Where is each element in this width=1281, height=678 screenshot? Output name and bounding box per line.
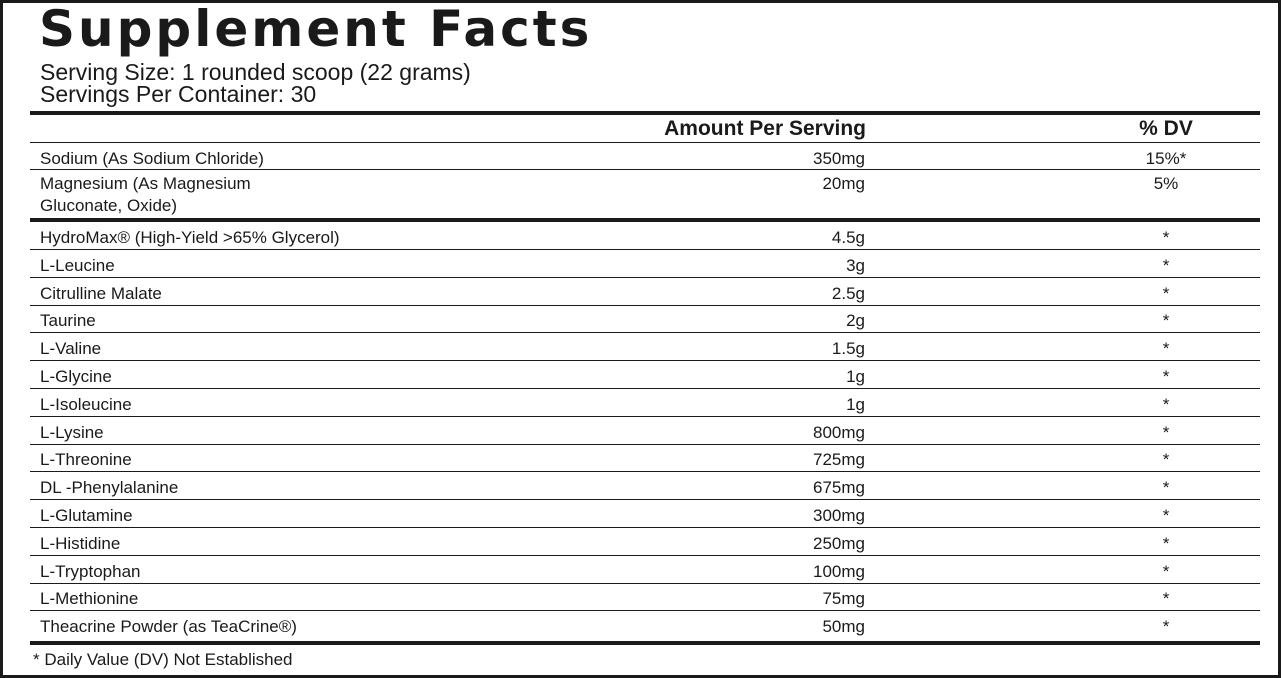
daily-value-footnote: * Daily Value (DV) Not Established: [33, 650, 293, 669]
ingredient-amount: 2.5g: [831, 284, 865, 303]
ingredient-name: DL -Phenylalanine: [40, 478, 179, 497]
ingredient-dv: *: [1162, 367, 1170, 386]
nutrient-amount: 350mg: [813, 149, 865, 168]
row-divider: [30, 388, 1260, 389]
top-rule: [30, 111, 1260, 115]
row-divider: [30, 610, 1260, 611]
nutrient-name-line-1: Magnesium (As Magnesium: [40, 174, 251, 193]
header-amount-per-serving: Amount Per Serving: [664, 117, 866, 140]
ingredient-name: L-Lysine: [40, 423, 104, 442]
ingredient-name: Taurine: [40, 311, 96, 330]
ingredient-amount: 1g: [846, 367, 865, 386]
ingredient-name: L-Glycine: [40, 367, 112, 386]
header-percent-dv: % DV: [1139, 117, 1193, 140]
ingredient-dv: *: [1162, 450, 1170, 469]
ingredient-name: Theacrine Powder (as TeaCrine®): [40, 617, 297, 636]
ingredient-name: L-Threonine: [40, 450, 132, 469]
row-divider: [30, 527, 1260, 528]
row-divider: [30, 416, 1260, 417]
nutrient-name: Sodium (As Sodium Chloride): [40, 149, 264, 168]
ingredient-amount: 2g: [846, 311, 865, 330]
ingredient-amount: 1.5g: [831, 339, 865, 358]
ingredient-dv: *: [1162, 228, 1170, 247]
ingredient-amount: 100mg: [813, 562, 865, 581]
row-divider: [30, 305, 1260, 306]
ingredient-dv: *: [1162, 506, 1170, 525]
ingredient-dv: *: [1162, 617, 1170, 636]
ingredient-dv: *: [1162, 311, 1170, 330]
ingredient-dv: *: [1162, 562, 1170, 581]
row-divider: [30, 249, 1260, 250]
row-divider: [30, 444, 1260, 445]
ingredient-name: L-Valine: [40, 339, 102, 358]
ingredient-dv: *: [1162, 284, 1170, 303]
row-divider: [30, 169, 1260, 170]
ingredient-name: L-Glutamine: [40, 506, 133, 525]
row-divider: [30, 583, 1260, 584]
row-divider: [30, 332, 1260, 333]
bottom-rule: [30, 641, 1260, 645]
ingredient-name: Citrulline Malate: [40, 284, 162, 303]
label-title: Supplement Facts: [39, 0, 593, 58]
row-divider: [30, 499, 1260, 500]
ingredient-dv: *: [1162, 339, 1170, 358]
header-rule: [30, 142, 1260, 143]
nutrient-dv: 15%*: [1145, 149, 1187, 168]
ingredient-amount: 75mg: [822, 589, 865, 608]
row-divider: [30, 277, 1260, 278]
ingredient-amount: 250mg: [813, 534, 865, 553]
ingredient-amount: 4.5g: [831, 228, 865, 247]
row-divider: [30, 360, 1260, 361]
ingredient-dv: *: [1162, 478, 1170, 497]
ingredient-amount: 725mg: [813, 450, 865, 469]
nutrient-dv: 5%: [1153, 174, 1179, 193]
row-divider: [30, 555, 1260, 556]
ingredient-name: L-Histidine: [40, 534, 121, 553]
serving-size: Serving Size: 1 rounded scoop (22 grams): [40, 59, 471, 85]
ingredient-dv: *: [1162, 534, 1170, 553]
ingredient-dv: *: [1162, 256, 1170, 275]
ingredient-dv: *: [1162, 589, 1170, 608]
ingredient-name: HydroMax® (High-Yield >65% Glycerol): [40, 228, 340, 247]
ingredient-amount: 300mg: [813, 506, 865, 525]
ingredient-dv: *: [1162, 395, 1170, 414]
ingredient-name: L-Tryptophan: [40, 562, 141, 581]
nutrient-name-line-2: Gluconate, Oxide): [40, 196, 178, 215]
row-divider: [30, 471, 1260, 472]
ingredient-amount: 800mg: [813, 423, 865, 442]
ingredient-amount: 675mg: [813, 478, 865, 497]
nutrient-amount: 20mg: [822, 174, 865, 193]
ingredient-name: L-Leucine: [40, 256, 115, 275]
ingredient-amount: 3g: [846, 256, 865, 275]
ingredient-name: L-Methionine: [40, 589, 139, 608]
section-rule: [30, 218, 1260, 222]
servings-per-container: Servings Per Container: 30: [40, 81, 317, 107]
ingredient-amount: 50mg: [822, 617, 865, 636]
ingredient-name: L-Isoleucine: [40, 395, 132, 414]
ingredient-dv: *: [1162, 423, 1170, 442]
ingredient-amount: 1g: [846, 395, 865, 414]
